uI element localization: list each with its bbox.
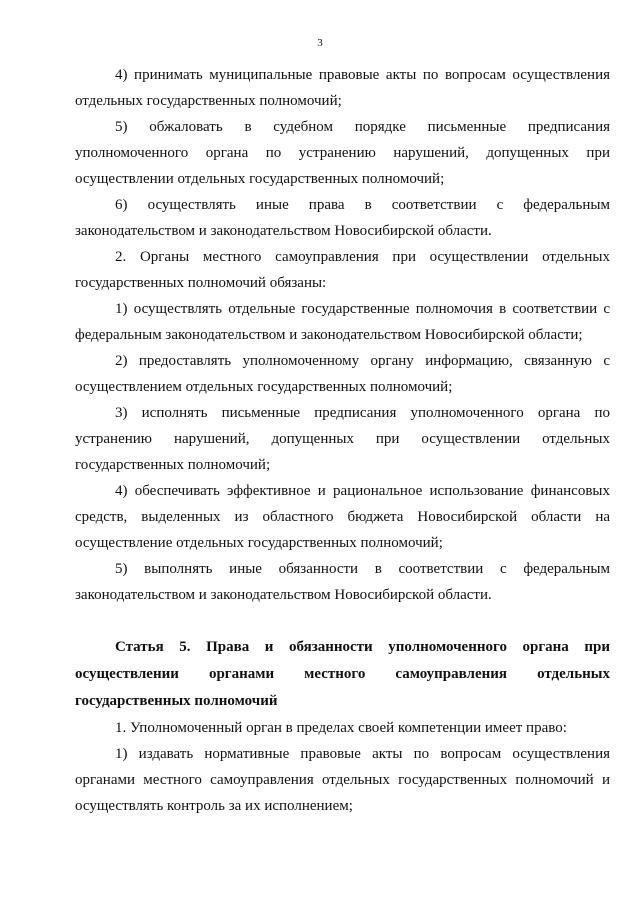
paragraph-item-4-adopt-acts: 4) принимать муниципальные правовые акты по вопросам осуществления отдельных государственных полномочий;: [75, 67, 610, 109]
paragraph-article5-section-1: 1. Уполномоченный орган в пределах своей компетенции имеет право:: [115, 720, 567, 736]
paragraph-duty-4: 4) обеспечивать эффективное и рациональное использование финансовых средств, выделенных из областного бюджета Новосибирской области на осуществление отдельных государственных полномочий;: [75, 483, 610, 551]
paragraph-duty-5: 5) выполнять иные обязанности в соответствии с федеральным законодательством и законодательством Новосибирской области.: [75, 561, 610, 603]
paragraph-duty-1: 1) осуществлять отдельные государственные полномочия в соответствии с федеральным законодательством и законодательством Новосибирской области;: [75, 301, 610, 343]
section-spacer: [75, 608, 610, 634]
paragraph-article5-right-1: 1) издавать нормативные правовые акты по вопросам осуществления органами местного самоуправления отдельных государственных полномочий и осуществлять контроль за их исполнением;: [75, 746, 610, 814]
document-body: [75, 62, 610, 819]
paragraph-section-2-duties: 2. Органы местного самоуправления при осуществлении отдельных государственных полномочий обязаны:: [75, 249, 610, 291]
paragraph-item-5-appeal: 5) обжаловать в судебном порядке письменные предписания уполномоченного органа по устранению нарушений, допущенных при осуществлении отдельных государственных полномочий;: [75, 119, 610, 187]
article-heading: Статья 5. Права и обязанности уполномоченного органа при осуществлении органами местного самоуправления отдельных государственных полномочий: [75, 639, 610, 709]
page-number: 3: [317, 37, 323, 49]
paragraph-duty-3: 3) исполнять письменные предписания уполномоченного органа по устранению нарушений, допущенных при осуществлении отдельных государственных полномочий;: [75, 405, 610, 473]
paragraph-duty-2: 2) предоставлять уполномоченному органу информацию, связанную с осуществлением отдельных государственных полномочий;: [75, 353, 610, 395]
paragraph-item-6-other-rights: 6) осуществлять иные права в соответствии с федеральным законодательством и законодательством Новосибирской области.: [75, 197, 610, 239]
